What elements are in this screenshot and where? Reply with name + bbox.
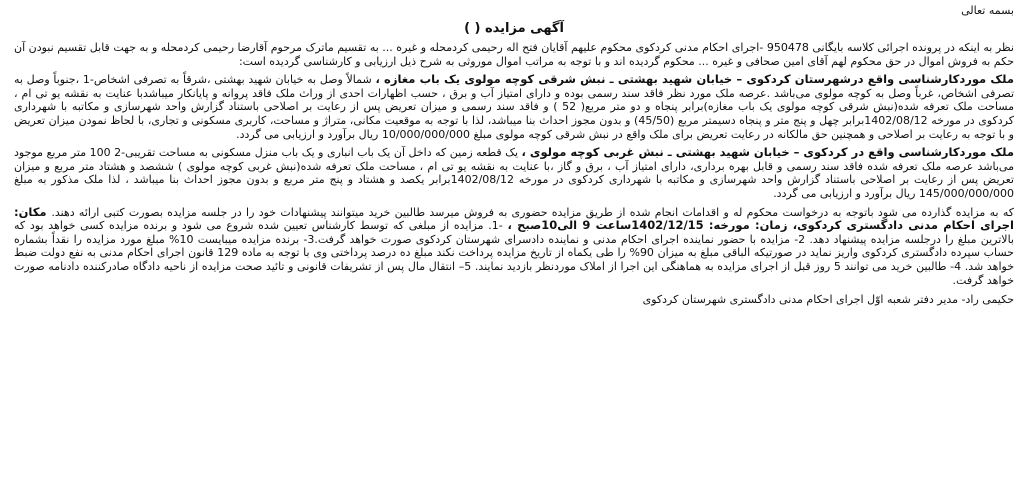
auction-conditions: -1. مزایده از مبلغی که توسط کارشناس تعیین شده شروع می شود و برنده مزایده کسی خواهد بود که بالاترین مبلغ را درجلسه مزایده پیشنهاد دهد. 2- مزایده با حضور نماینده اجرای احکام مدنی و نماینده دادسرای شهرستان کردکوی صورت خواهد گرفت.3- برنده مزایده میبایست 10% مبلغ مورد مزایده را نقداً بشماره حساب سپرده دادگستری کردکوی واریز نماید در صورتیکه الباقی مبلغ به میزان 90% را طی یکماه از تاریخ مزایده پرداخت نکند مبلغ ده درصد پرداختی وی با توجه به ماده 129 قانون اجرای احکام مدنی به نفع دولت ضبط خواهد شد. 4- طالبین خرید می توانند 5 روز قبل از اجرای مزایده به هماهنگی این اجرا از املاک موردنظر بازدید نمایند. 5– انتقال مال پس از تشریفات قانونی و تائید صحت مزایده از ناحیه دادگاه صادرکننده دادنامه صورت خواهد گرفت. bbox=[14, 219, 1015, 287]
property-item-2-body: یک قطعه زمین که داخل آن یک باب انباری و یک باب منزل مسکونی به مساحت تقریبی-2 100 متر مربع موجود می‌باشد عرصه ملک تعرفه شده فاقد سند رسمی و قابل بهره برداری، دارای امتیاز آب ، برق و گاز ،با عنایت به نقشه یو تی ام ، مساحت ملک تعرفه شده(نبش غربی کوچه مولوی ) ششصد و هشتاد متر مربع و میزان تعریض پس از رعایت بر اصلاحی باستناد گزارش واحد شهرسازی و مکاتبه با شهرداری کردکوی در مورخه 1402/08/12برابر یکصد و هشتاد و پنج متر مربع و بدون مجوز احداث بنا میباشد ، لذا ملک مذکور به مبلغ 145/000/000/000 ریال برآورد و ارزیابی می گردد. bbox=[14, 146, 1014, 200]
property-item-1-lead: ملک موردکارشناسی واقع درشهرستان کردکوی – خیابان شهید بهشتی ـ نبش شرقی کوچه مولوی یک باب مغازه ، bbox=[375, 72, 1014, 87]
property-item-1-body: شمالاً وصل به خیابان شهید بهشتی ،شرقاً به تصرفی اشخاص-1 ،جنوباً وصل به تصرفی اشخاص، غرباً وصل به کوچه مولوی می‌باشد .عرصه ملک مورد نظر فاقد سند رسمی بوده و دارای امتیاز آب و برق ، حسب اظهارات احدی از وراث ملک فاقد پروانه و پایانکار میباشدبا عنایت به نقشه یو تی ام ، مساحت ملک تعرفه شده(نبش شرقی کوچه مولوی یک باب مغازه)برابر پنجاه و دو متر مربع( 52 ) و فاقد سند رسمی و میزان تعریض پس از رعایت بر اصلاحی باستناد گزارش واحد شهرسازی و مکاتبه با شهرداری کردکوی در مورخه 1402/08/12برابر چهل و پنج متر و پنجاه دسیمتر مربع (45/50) و بدون مجوز احداث بنا میباشد، لذا با توجه به موقعیت مکانی، متراژ و مساحت، کاربری مسکونی و تجاری، با لحاظ نمودن میزان تعریض و با توجه به رعایت بر اصلاحی و همچنین حق مالکانه در رعایت تعریض برای ملک واقع در نبش شرقی کوچه مولوی مبلغ 10/000/000/000 ریال برآورد و ارزیابی می گردد. bbox=[14, 73, 1014, 141]
auction-terms-paragraph bbox=[14, 206, 1014, 288]
property-item-2-lead: ملک موردکارشناسی واقع در کردکوی – خیابان شهید بهشتی ـ نبش غربی کوچه مولوی ، bbox=[521, 145, 1014, 160]
property-item-2 bbox=[14, 146, 1014, 200]
intro-paragraph: نظر به اینکه در پرونده اجرائی کلاسه بایگانی 950478 -اجرای احکام مدنی کردکوی محکوم علیهم آقایان فتح اله رحیمی کردمحله و غیره ... به تقسیم ماترک مرحوم آقارضا رحیمی کردمحله و به جهت قابل تقسیم نبودن آن حکم به فروش اموال در حق محکوم لهم آقای امین صحافی و غیره ... محکوم گردیده اند و با توجه به مراتب اموال موروثی به شرح ذیل ارزیابی و کارشناسی گردیده است: bbox=[14, 41, 1014, 68]
auction-terms-intro: که به مزایده گذارده می شود باتوجه به درخواست محکوم له و اقدامات انجام شده از طریق مزایده حضوری به فروش میرسد طالبین خرید میتوانند پیشنهادات خود را در جلسه مزایده بصورت کتبی ارائه دهند. bbox=[51, 205, 1014, 219]
notice-title: آگهی مزایده ( ) bbox=[464, 21, 564, 36]
property-item-1 bbox=[14, 73, 1014, 141]
basmala-header: بسمه تعالی bbox=[961, 4, 1014, 17]
signature-line: حکیمی راد- مدیر دفتر شعبه اوّل اجرای احکام مدنی دادگستری شهرستان کردکوی bbox=[642, 293, 1014, 307]
auction-place-time: مکان: اجرای احکام مدنی دادگستری کردکوی، زمان: مورخه: 1402/12/15ساعت 9 الی10صبح ، bbox=[14, 204, 1014, 233]
